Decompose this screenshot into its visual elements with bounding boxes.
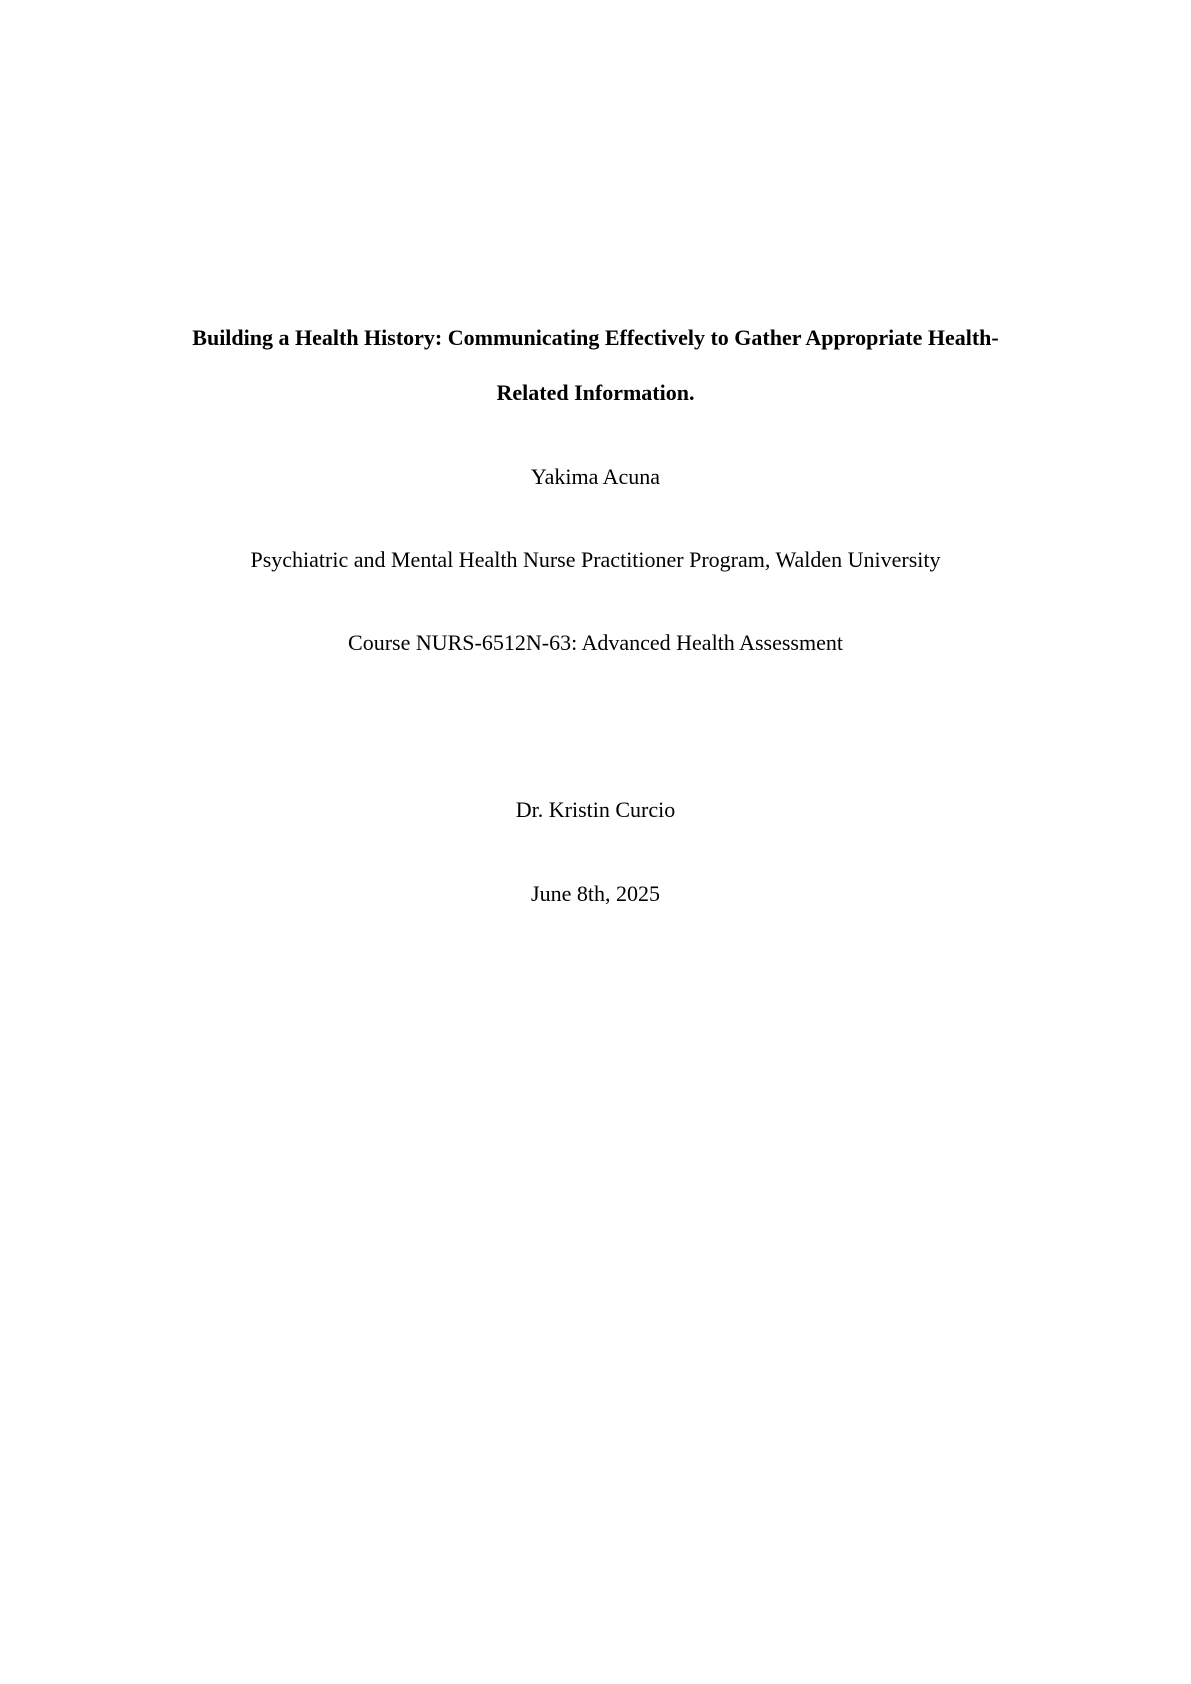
instructor-name: Dr. Kristin Curcio [515,797,676,822]
course-name: Course NURS-6512N-63: Advanced Health Assessment [348,630,843,655]
author-name: Yakima Acuna [530,464,661,489]
title-line-2: Related Information. [496,380,695,405]
program-affiliation: Psychiatric and Mental Health Nurse Practitioner Program, Walden University [250,547,941,572]
title-line-1: Building a Health History: Communicating Effectively to Gather Appropriate Health- [192,325,999,350]
submission-date: June 8th, 2025 [531,881,660,906]
